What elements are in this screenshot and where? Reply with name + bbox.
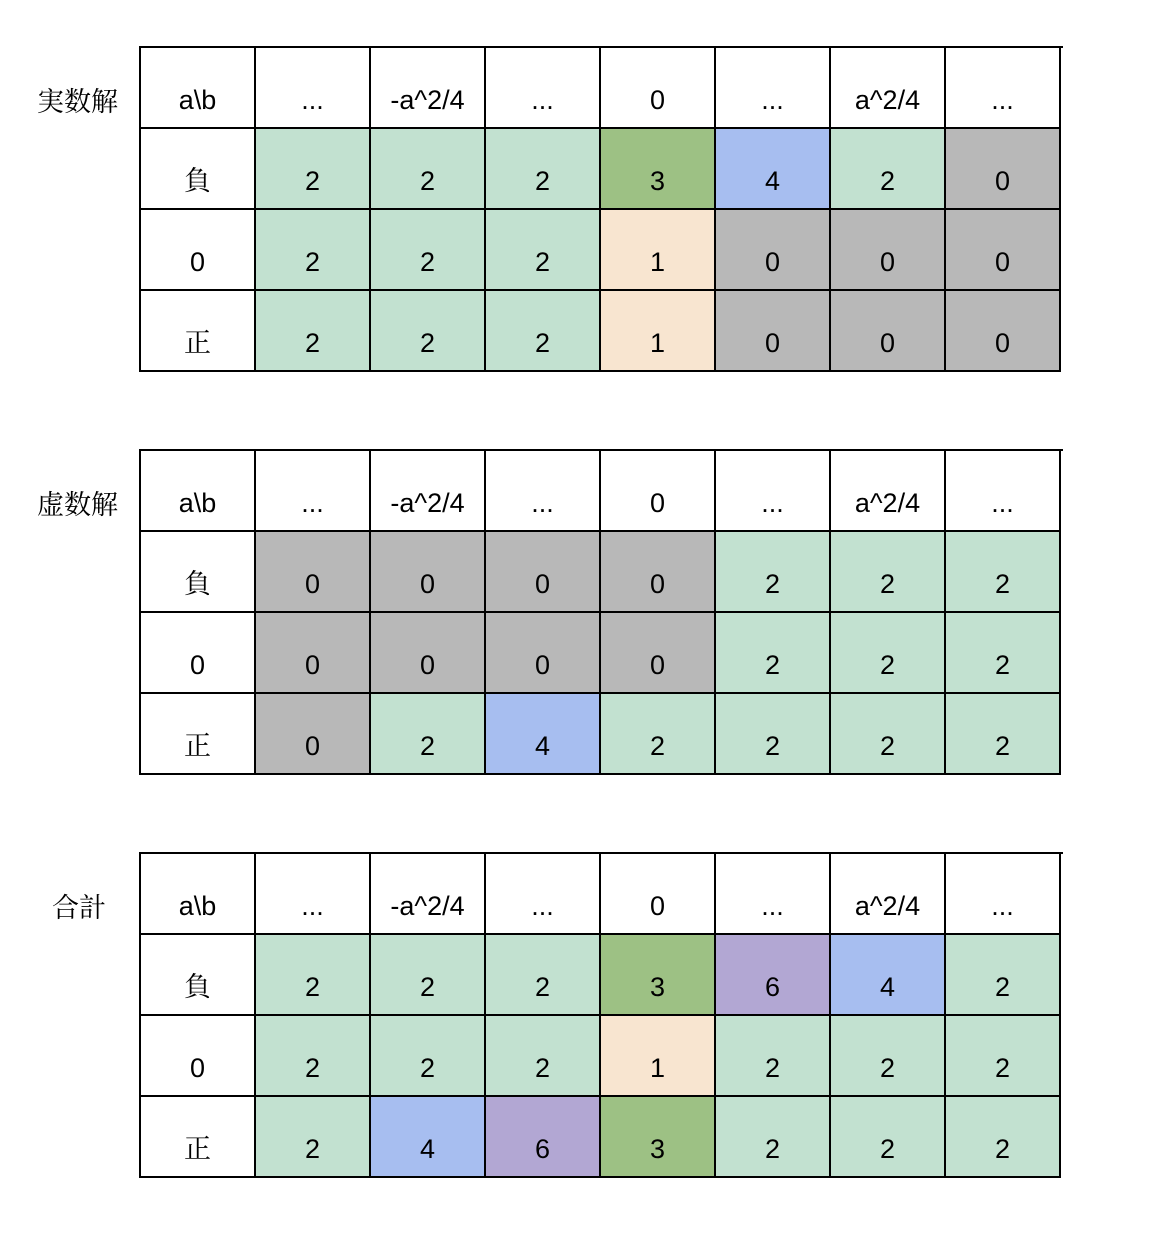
table-cell: 2 bbox=[831, 694, 946, 775]
table-cell: 2 bbox=[831, 129, 946, 210]
imaginary-solutions-label: 虚数解 bbox=[37, 490, 118, 520]
column-header-cell: ... bbox=[256, 854, 371, 935]
column-header-cell: a^2/4 bbox=[831, 854, 946, 935]
table-cell: 2 bbox=[256, 935, 371, 1016]
table-cell: 2 bbox=[486, 129, 601, 210]
table-cell: 2 bbox=[371, 694, 486, 775]
column-header-cell: -a^2/4 bbox=[371, 48, 486, 129]
table-cell: 0 bbox=[486, 613, 601, 694]
table-cell: 2 bbox=[371, 1016, 486, 1097]
table-cell: 2 bbox=[946, 613, 1061, 694]
table-cell: 2 bbox=[256, 129, 371, 210]
table-cell: 1 bbox=[601, 291, 716, 372]
row-label-positive: 正 bbox=[141, 1097, 256, 1178]
column-header-cell: ... bbox=[946, 451, 1061, 532]
table-cell: 2 bbox=[946, 694, 1061, 775]
table-cell: 2 bbox=[371, 210, 486, 291]
column-header-cell: 0 bbox=[601, 48, 716, 129]
table-cell: 2 bbox=[831, 613, 946, 694]
column-header-cell: ... bbox=[946, 48, 1061, 129]
table-cell: 0 bbox=[831, 210, 946, 291]
table-cell: 4 bbox=[371, 1097, 486, 1178]
table-cell: 2 bbox=[716, 1097, 831, 1178]
table-cell: 0 bbox=[256, 694, 371, 775]
table-cell: 2 bbox=[946, 1097, 1061, 1178]
column-header-cell: ... bbox=[946, 854, 1061, 935]
column-header-cell: ... bbox=[256, 451, 371, 532]
column-header-cell: a^2/4 bbox=[831, 451, 946, 532]
table-cell: 2 bbox=[946, 935, 1061, 1016]
table-cell: 0 bbox=[486, 532, 601, 613]
table-cell: 0 bbox=[371, 532, 486, 613]
row-label-zero: 0 bbox=[141, 613, 256, 694]
row-label-zero: 0 bbox=[141, 1016, 256, 1097]
table-cell: 1 bbox=[601, 210, 716, 291]
corner-header-cell: a\b bbox=[141, 854, 256, 935]
table-cell: 2 bbox=[716, 694, 831, 775]
column-header-cell: -a^2/4 bbox=[371, 451, 486, 532]
column-header-cell: ... bbox=[486, 48, 601, 129]
table-cell: 2 bbox=[601, 694, 716, 775]
table-cell: 0 bbox=[946, 291, 1061, 372]
table-cell: 2 bbox=[716, 613, 831, 694]
column-header-cell: ... bbox=[256, 48, 371, 129]
table-cell: 2 bbox=[716, 532, 831, 613]
table-cell: 2 bbox=[256, 210, 371, 291]
table-cell: 6 bbox=[486, 1097, 601, 1178]
column-header-cell: ... bbox=[486, 854, 601, 935]
table-cell: 2 bbox=[831, 1016, 946, 1097]
table-cell: 4 bbox=[716, 129, 831, 210]
table-cell: 0 bbox=[716, 210, 831, 291]
table-cell: 0 bbox=[716, 291, 831, 372]
imaginary-solutions-table bbox=[139, 449, 1063, 775]
corner-header-cell: a\b bbox=[141, 451, 256, 532]
row-label-negative: 負 bbox=[141, 532, 256, 613]
column-header-cell: ... bbox=[486, 451, 601, 532]
row-label-positive: 正 bbox=[141, 291, 256, 372]
table-cell: 2 bbox=[946, 1016, 1061, 1097]
table-cell: 2 bbox=[486, 210, 601, 291]
table-cell: 0 bbox=[946, 129, 1061, 210]
corner-header-cell: a\b bbox=[141, 48, 256, 129]
row-label-negative: 負 bbox=[141, 935, 256, 1016]
table-cell: 2 bbox=[256, 291, 371, 372]
row-label-zero: 0 bbox=[141, 210, 256, 291]
row-label-negative: 負 bbox=[141, 129, 256, 210]
row-label-positive: 正 bbox=[141, 694, 256, 775]
table-cell: 2 bbox=[831, 532, 946, 613]
table-cell: 0 bbox=[256, 532, 371, 613]
column-header-cell: ... bbox=[716, 48, 831, 129]
table-cell: 0 bbox=[946, 210, 1061, 291]
column-header-cell: ... bbox=[716, 854, 831, 935]
column-header-cell: -a^2/4 bbox=[371, 854, 486, 935]
table-cell: 2 bbox=[946, 532, 1061, 613]
table-cell: 2 bbox=[371, 291, 486, 372]
table-cell: 4 bbox=[831, 935, 946, 1016]
table-cell: 3 bbox=[601, 935, 716, 1016]
table-cell: 2 bbox=[371, 935, 486, 1016]
table-cell: 0 bbox=[601, 613, 716, 694]
real-solutions-label: 実数解 bbox=[37, 87, 118, 117]
real-solutions-table bbox=[139, 46, 1063, 372]
table-cell: 2 bbox=[486, 1016, 601, 1097]
column-header-cell: ... bbox=[716, 451, 831, 532]
total-table bbox=[139, 852, 1063, 1178]
table-cell: 2 bbox=[256, 1097, 371, 1178]
table-cell: 2 bbox=[831, 1097, 946, 1178]
table-cell: 2 bbox=[371, 129, 486, 210]
table-cell: 2 bbox=[716, 1016, 831, 1097]
table-cell: 0 bbox=[601, 532, 716, 613]
table-cell: 6 bbox=[716, 935, 831, 1016]
table-cell: 0 bbox=[371, 613, 486, 694]
table-cell: 2 bbox=[486, 935, 601, 1016]
table-cell: 4 bbox=[486, 694, 601, 775]
table-cell: 0 bbox=[831, 291, 946, 372]
column-header-cell: 0 bbox=[601, 854, 716, 935]
table-cell: 2 bbox=[486, 291, 601, 372]
table-cell: 1 bbox=[601, 1016, 716, 1097]
table-cell: 2 bbox=[256, 1016, 371, 1097]
table-cell: 0 bbox=[256, 613, 371, 694]
table-cell: 3 bbox=[601, 129, 716, 210]
table-cell: 3 bbox=[601, 1097, 716, 1178]
total-label: 合計 bbox=[52, 893, 106, 923]
column-header-cell: 0 bbox=[601, 451, 716, 532]
column-header-cell: a^2/4 bbox=[831, 48, 946, 129]
